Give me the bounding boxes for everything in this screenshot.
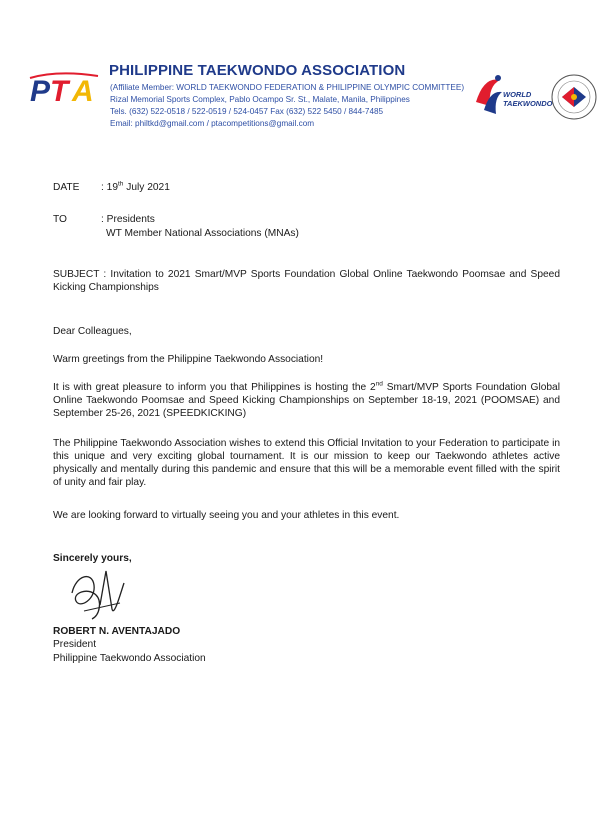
para1-start: It is with great pleasure to inform you that Philippines is hosting the 2 (53, 382, 376, 393)
signer-organization: Philippine Taekwondo Association (53, 653, 206, 664)
date-value-suffix: July 2021 (123, 182, 170, 193)
date-value-prefix: : 19 (101, 182, 118, 193)
to-value: : Presidents (101, 214, 155, 225)
date-label: DATE (53, 182, 80, 193)
wt-wordmark-line1: WORLD (503, 90, 532, 99)
world-taekwondo-wordmark (503, 90, 552, 108)
svg-text:A: A (72, 75, 94, 108)
salutation: Dear Colleagues, (53, 326, 132, 337)
to-label: TO (53, 214, 67, 225)
para1-end: Smart/MVP Sports Foundation Global Online Taekwondo Poomsae and Speed Kicking Championships on September 18-19, 2021 (POOMSAE) and September 25-26, 2021 (SPEEDKICKING) (53, 382, 560, 419)
olympic-committee-seal (550, 72, 598, 122)
org-name: PHILIPPINE TAEKWONDO ASSOCIATION (109, 62, 406, 79)
phone-fax-line: Tels. (632) 522-0518 / 522-0519 / 524-0457 Fax (632) 522 5450 / 844-7485 (110, 107, 384, 116)
pta-logo (28, 70, 102, 108)
greeting: Warm greetings from the Philippine Taekwondo Association! (53, 354, 324, 365)
address-line: Rizal Memorial Sports Complex, Pablo Ocampo Sr. St., Malate, Manila, Philippines (110, 95, 410, 104)
handwritten-signature (62, 565, 134, 627)
date-ordinal: th (118, 180, 124, 188)
signer-name: ROBERT N. AVENTAJADO (53, 626, 181, 637)
signer-title: President (53, 639, 97, 650)
para1-ordinal: nd (375, 380, 383, 388)
paragraph-closing: We are looking forward to virtually seeing you and your athletes in this event. (53, 510, 400, 521)
wt-wordmark-line2: TAEKWONDO (503, 99, 553, 108)
svg-text:P: P (30, 75, 51, 108)
subject-line: SUBJECT : Invitation to 2021 Smart/MVP Sports Foundation Global Online Taekwondo Poomsae and Speed Kicking Championships (53, 269, 560, 293)
to-value-recipients: WT Member National Associations (MNAs) (106, 228, 299, 239)
email-line: Email: philtkd@gmail.com / ptacompetitions@gmail.com (110, 119, 315, 128)
paragraph-hosting (53, 381, 560, 420)
date-value (101, 181, 170, 194)
closing: Sincerely yours, (53, 553, 132, 564)
paragraph-invitation: The Philippine Taekwondo Association wishes to extend this Official Invitation to your Federation to participate in this unique and very exciting global tournament. It is our mission to keep our Taekwondo athletes active physically and mentally during this pandemic and ensure that this will be a memorable event filled with the spirit of unity and fair play. (53, 438, 560, 488)
affiliation-line: (Affiliate Member: WORLD TAEKWONDO FEDERATION & PHILIPPINE OLYMPIC COMMITTEE) (110, 83, 465, 92)
svg-text:T: T (50, 75, 69, 108)
